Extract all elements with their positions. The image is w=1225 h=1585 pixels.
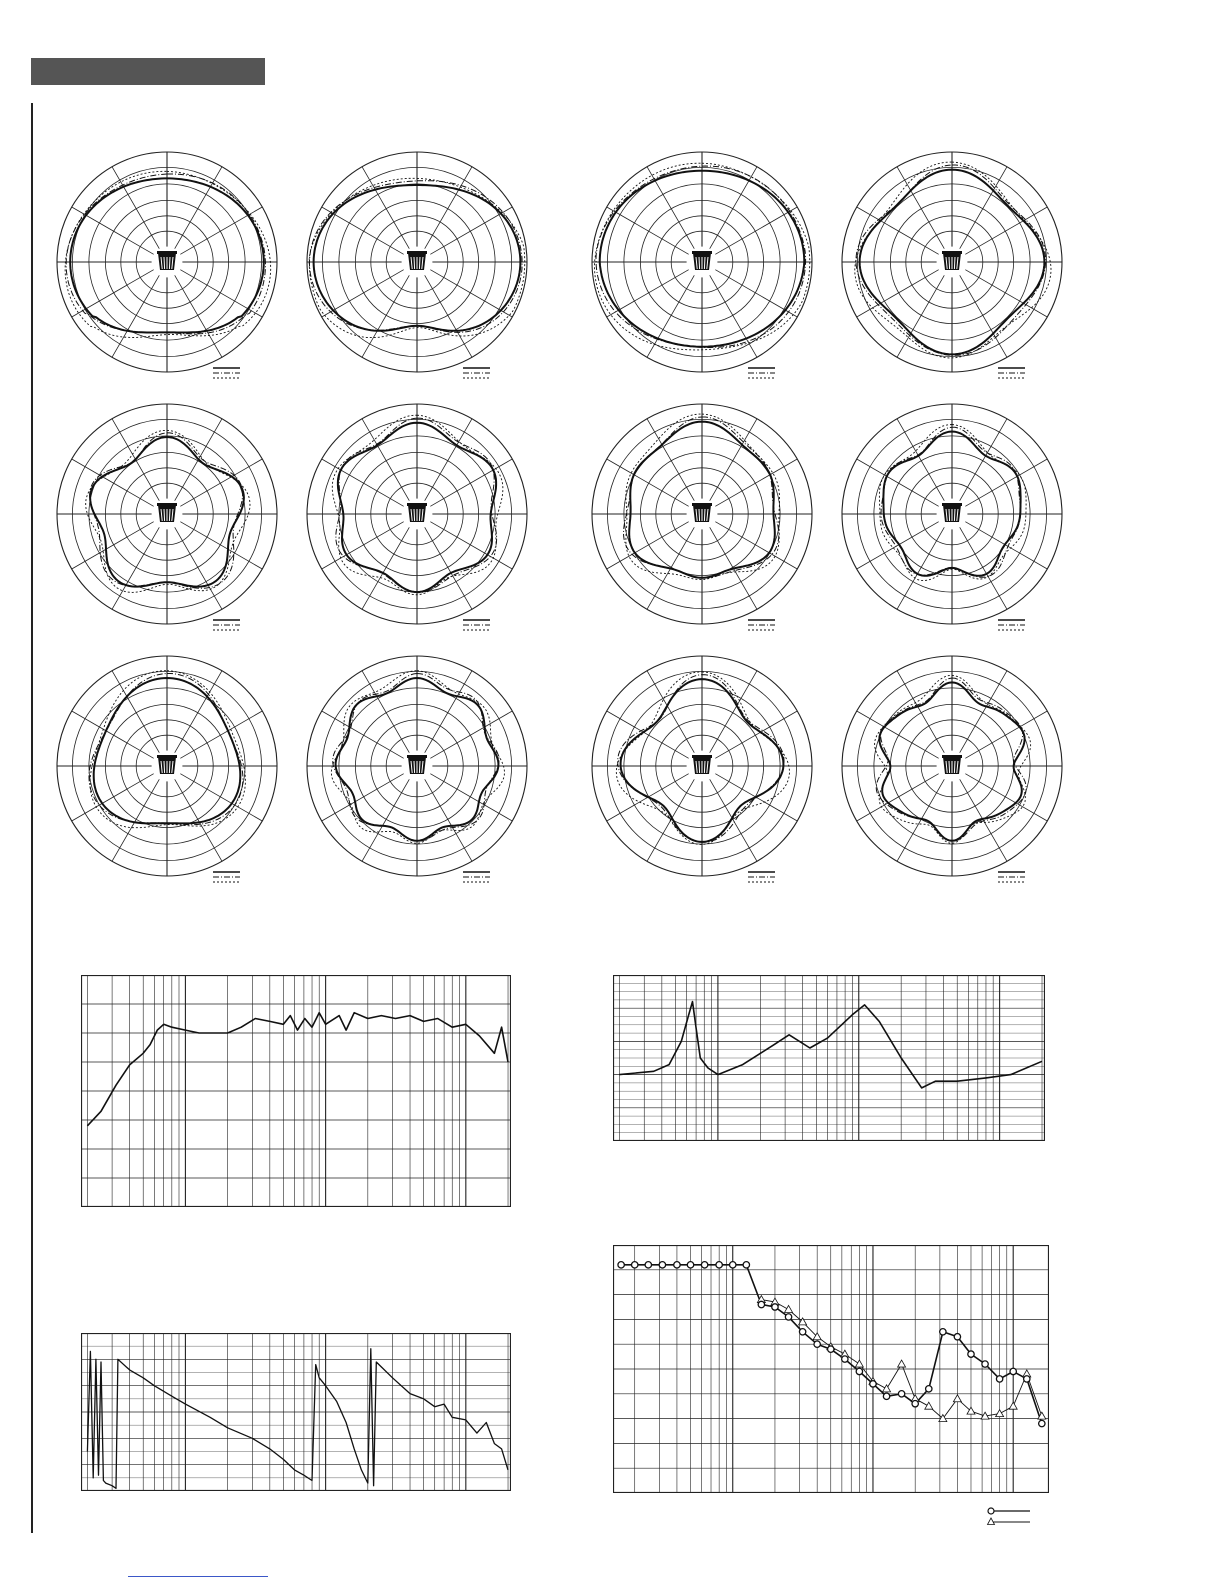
- legend-triangle-marker: [988, 1518, 995, 1525]
- polar-spoke: [897, 275, 944, 357]
- circle-marker: [870, 1381, 876, 1387]
- horn-slot: [954, 257, 955, 269]
- polar-spoke: [180, 270, 262, 317]
- polar-spoke: [960, 779, 1007, 861]
- speaker-horn-icon: [407, 755, 427, 774]
- polar-spoke: [175, 275, 222, 357]
- horn-slot: [169, 761, 170, 773]
- horn-slot: [949, 761, 950, 773]
- speaker-horn-icon: [407, 503, 427, 522]
- horn-slot: [949, 509, 950, 521]
- polar-spoke: [112, 779, 159, 861]
- polar-spoke: [897, 527, 944, 609]
- polar-svg: [305, 654, 531, 886]
- circle-marker: [898, 1391, 904, 1397]
- polar-svg: [55, 402, 281, 634]
- horn-slot: [414, 761, 415, 773]
- horn-flange: [942, 503, 962, 506]
- horn-flange: [692, 755, 712, 758]
- polar-spoke: [180, 459, 262, 506]
- polar-plot-9: [55, 654, 281, 886]
- polar-spoke: [960, 527, 1007, 609]
- horn-slot: [419, 257, 420, 269]
- horn-slot: [954, 509, 955, 521]
- polar-spoke: [607, 207, 689, 254]
- speaker-horn-icon: [692, 251, 712, 270]
- horn-slot: [699, 257, 700, 269]
- polar-plot-5: [55, 402, 281, 634]
- circle-marker: [687, 1262, 693, 1268]
- horn-flange: [692, 251, 712, 254]
- polar-spoke: [960, 275, 1007, 357]
- polar-spoke: [72, 459, 154, 506]
- polar-svg: [305, 150, 531, 382]
- circle-marker: [883, 1393, 889, 1399]
- polar-plot-11: [590, 654, 816, 886]
- polar-spoke: [362, 779, 409, 861]
- speaker-horn-icon: [157, 755, 177, 774]
- polar-spoke: [857, 459, 939, 506]
- circle-marker: [1024, 1376, 1030, 1382]
- polar-spoke: [857, 774, 939, 821]
- circle-marker: [856, 1368, 862, 1374]
- polar-spoke: [180, 522, 262, 569]
- polar-curve: [90, 671, 245, 828]
- footer-link-underline[interactable]: [128, 1576, 268, 1577]
- polar-spoke: [322, 522, 404, 569]
- triangle-marker: [1009, 1402, 1017, 1409]
- polar-spoke: [430, 522, 512, 569]
- circle-marker: [842, 1356, 848, 1362]
- polar-spoke: [112, 275, 159, 357]
- phase-chart: [81, 1333, 511, 1491]
- polar-spoke: [322, 711, 404, 758]
- polar-spoke: [425, 419, 472, 501]
- horn-flange: [157, 251, 177, 254]
- beamwidth-chart: [613, 1245, 1049, 1493]
- speaker-horn-icon: [942, 503, 962, 522]
- polar-spoke: [175, 779, 222, 861]
- polar-curve: [624, 417, 779, 578]
- circle-marker: [743, 1262, 749, 1268]
- polar-plot-12: [840, 654, 1066, 886]
- polar-spoke: [960, 167, 1007, 249]
- polar-spoke: [430, 774, 512, 821]
- polar-svg: [590, 654, 816, 886]
- polar-spoke: [965, 522, 1047, 569]
- polar-plot-4: [840, 150, 1066, 382]
- circle-marker: [772, 1304, 778, 1310]
- polar-svg: [590, 402, 816, 634]
- frequency-response-chart: [81, 975, 511, 1207]
- horn-flange: [157, 755, 177, 758]
- phase-series: [87, 1349, 508, 1489]
- circle-marker: [814, 1341, 820, 1347]
- triangle-marker: [953, 1395, 961, 1402]
- polar-spoke: [857, 711, 939, 758]
- polar-svg: [840, 402, 1066, 634]
- beamwidth-legend: [985, 1505, 1035, 1529]
- polar-curve: [626, 414, 780, 579]
- polar-plot-7: [590, 402, 816, 634]
- horn-slot: [704, 257, 705, 269]
- circle-marker: [912, 1401, 918, 1407]
- circle-marker: [1010, 1368, 1016, 1374]
- triangle-marker: [883, 1385, 891, 1392]
- polar-spoke: [710, 419, 757, 501]
- speaker-horn-icon: [157, 251, 177, 270]
- horn-slot: [699, 761, 700, 773]
- polar-spoke: [710, 167, 757, 249]
- polar-spoke: [425, 167, 472, 249]
- triangle-marker: [785, 1305, 793, 1312]
- speaker-horn-icon: [942, 251, 962, 270]
- impedance-series: [619, 1002, 1042, 1088]
- circle-marker: [940, 1329, 946, 1335]
- frequency-response-svg: [81, 975, 511, 1207]
- impedance-svg: [613, 975, 1045, 1141]
- horn-flange: [157, 503, 177, 506]
- speaker-horn-icon: [157, 503, 177, 522]
- polar-spoke: [897, 779, 944, 861]
- beamwidth-svg: [613, 1245, 1049, 1493]
- polar-spoke: [175, 527, 222, 609]
- speaker-horn-icon: [407, 251, 427, 270]
- left-margin-rule: [31, 103, 33, 1533]
- circle-marker: [828, 1346, 834, 1352]
- polar-plot-1: [55, 150, 281, 382]
- polar-spoke: [965, 207, 1047, 254]
- speaker-horn-icon: [692, 503, 712, 522]
- circle-marker: [954, 1334, 960, 1340]
- triangle-marker: [855, 1360, 863, 1367]
- impedance-chart: [613, 975, 1045, 1141]
- legend-circle-marker: [988, 1508, 994, 1514]
- polar-spoke: [72, 522, 154, 569]
- polar-spoke: [960, 419, 1007, 501]
- horn-slot: [164, 257, 165, 269]
- horn-slot: [954, 761, 955, 773]
- circle-marker: [632, 1262, 638, 1268]
- polar-plot-2: [305, 150, 531, 382]
- section-header-bar: [31, 58, 265, 85]
- circle-marker: [758, 1301, 764, 1307]
- polar-svg: [840, 150, 1066, 382]
- horn-slot: [699, 509, 700, 521]
- polar-spoke: [715, 459, 797, 506]
- circle-marker: [645, 1262, 651, 1268]
- horn-flange: [942, 251, 962, 254]
- polar-spoke: [362, 275, 409, 357]
- polar-spoke: [607, 459, 689, 506]
- polar-spoke: [72, 270, 154, 317]
- polar-svg: [55, 150, 281, 382]
- circle-marker: [982, 1361, 988, 1367]
- polar-spoke: [857, 522, 939, 569]
- horn-flange: [407, 251, 427, 254]
- polar-spoke: [425, 275, 472, 357]
- polar-svg: [305, 402, 531, 634]
- horn-slot: [704, 509, 705, 521]
- triangle-marker: [996, 1410, 1004, 1417]
- polar-spoke: [362, 419, 409, 501]
- horn-flange: [407, 755, 427, 758]
- beamwidth-legend-svg: [985, 1505, 1035, 1529]
- polar-spoke: [965, 459, 1047, 506]
- polar-plot-10: [305, 654, 531, 886]
- horn-slot: [949, 257, 950, 269]
- circle-marker: [1039, 1420, 1045, 1426]
- circle-marker: [701, 1262, 707, 1268]
- horn-slot: [169, 257, 170, 269]
- polar-curve: [89, 674, 243, 825]
- horn-slot: [704, 761, 705, 773]
- polar-spoke: [112, 527, 159, 609]
- horn-slot: [164, 509, 165, 521]
- phase-svg: [81, 1333, 511, 1491]
- circle-marker: [618, 1262, 624, 1268]
- triangle-marker: [925, 1402, 933, 1409]
- polar-spoke: [425, 779, 472, 861]
- frequency-response-series: [87, 1013, 508, 1126]
- circle-marker: [996, 1376, 1002, 1382]
- polar-svg: [55, 654, 281, 886]
- polar-spoke: [857, 270, 939, 317]
- horn-slot: [419, 509, 420, 521]
- circle-marker: [799, 1329, 805, 1335]
- triangle-marker: [898, 1360, 906, 1367]
- horn-slot: [164, 761, 165, 773]
- polar-spoke: [112, 671, 159, 753]
- polar-spoke: [322, 774, 404, 821]
- horn-slot: [414, 509, 415, 521]
- horn-slot: [414, 257, 415, 269]
- polar-spoke: [857, 207, 939, 254]
- polar-spoke: [175, 671, 222, 753]
- circle-marker: [674, 1262, 680, 1268]
- circle-marker: [716, 1262, 722, 1268]
- horn-slot: [419, 761, 420, 773]
- polar-spoke: [430, 711, 512, 758]
- horn-flange: [407, 503, 427, 506]
- polar-spoke: [710, 779, 757, 861]
- circle-marker: [659, 1262, 665, 1268]
- horn-flange: [942, 755, 962, 758]
- polar-spoke: [607, 711, 689, 758]
- circle-marker: [785, 1314, 791, 1320]
- polar-svg: [840, 654, 1066, 886]
- polar-plot-6: [305, 402, 531, 634]
- polar-spoke: [430, 459, 512, 506]
- polar-spoke: [965, 774, 1047, 821]
- polar-spoke: [715, 711, 797, 758]
- polar-plot-3: [590, 150, 816, 382]
- horn-flange: [692, 503, 712, 506]
- circle-marker: [730, 1262, 736, 1268]
- polar-svg: [590, 150, 816, 382]
- horn-slot: [169, 509, 170, 521]
- speaker-horn-icon: [942, 755, 962, 774]
- speaker-horn-icon: [692, 755, 712, 774]
- polar-spoke: [715, 207, 797, 254]
- polar-spoke: [965, 711, 1047, 758]
- circle-marker: [968, 1351, 974, 1357]
- polar-plot-8: [840, 402, 1066, 634]
- polar-spoke: [647, 419, 694, 501]
- circle-marker: [926, 1386, 932, 1392]
